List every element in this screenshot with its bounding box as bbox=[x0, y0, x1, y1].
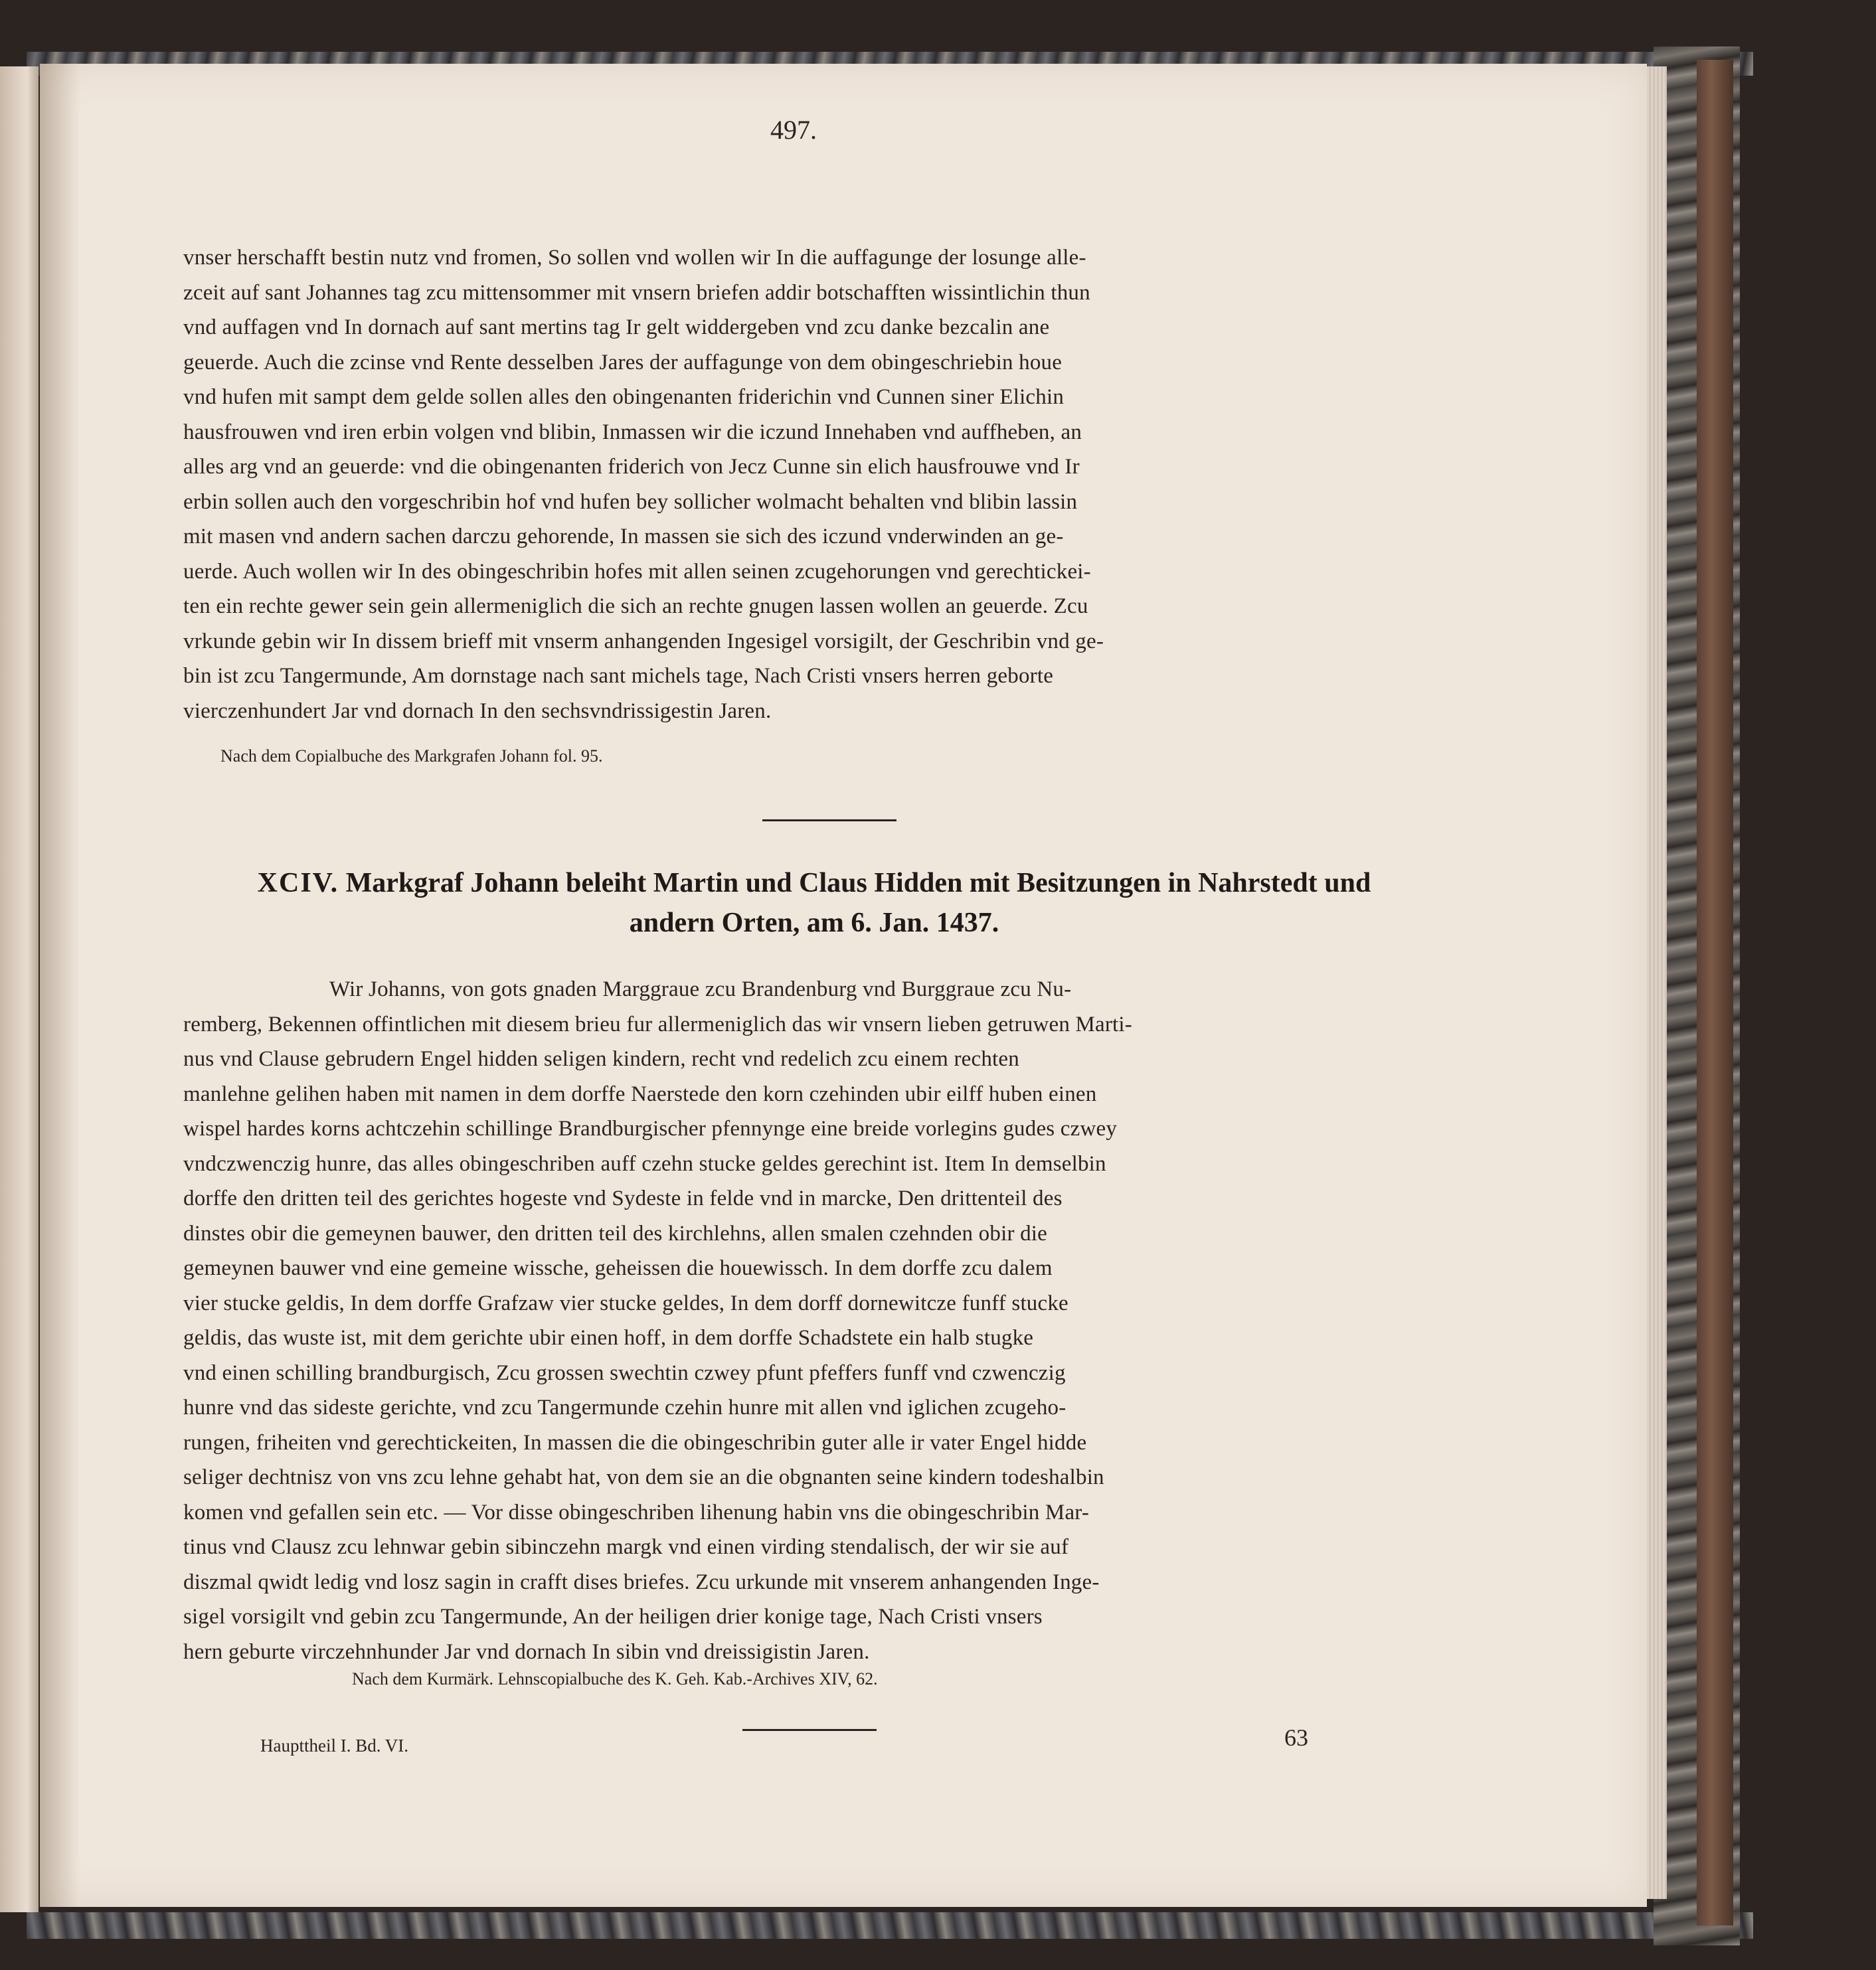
text-line: hausfrouwen vnd iren erbin volgen vnd blibin, Inmassen wir die iczund Innehaben vnd auffheben, an bbox=[183, 420, 1082, 444]
paragraph-continued bbox=[183, 240, 1445, 728]
text-line: vrkunde gebin wir In dissem brieff mit vnserm anhangenden Ingesigel vorsigilt, der Geschribin vnd ge- bbox=[183, 629, 1104, 653]
page-number: 497. bbox=[770, 115, 817, 145]
book-cover-edge bbox=[1697, 60, 1733, 1926]
text-line: uerde. Auch wollen wir In des obingeschribin hofes mit allen seinen zcugehorungen vnd gerechtickei- bbox=[183, 559, 1091, 584]
document-number: XCIV. bbox=[257, 868, 339, 898]
text-line: geuerde. Auch die zcinse vnd Rente desselben Jares der auffagunge von dem obingeschriebin houe bbox=[183, 350, 1063, 374]
section-divider bbox=[762, 819, 896, 821]
footer-divider bbox=[742, 1729, 877, 1731]
facing-page-edge bbox=[0, 66, 39, 1912]
text-line: erbin sollen auch den vorgeschribin hof vnd hufen bey sollicher wolmacht behalten vnd blibin lassin bbox=[183, 489, 1078, 514]
text-line: mit masen vnd andern sachen darczu gehorende, In massen sie sich des iczund vnderwinden an ge- bbox=[183, 525, 1064, 548]
text-line: komen vnd gefallen sein etc. — Vor disse obingeschriben lihenung habin vns die obingeschribin Mar- bbox=[183, 1500, 1090, 1524]
text-line: rungen, friheiten vnd gerechtickeiten, In massen die die obingeschribin guter alle ir vater Engel hidde bbox=[183, 1430, 1087, 1455]
text-line: hern geburte virczehnhunder Jar vnd dornach In sibin vnd dreissigistin Jaren. bbox=[183, 1639, 870, 1664]
volume-signature: Haupttheil I. Bd. VI. bbox=[260, 1736, 408, 1756]
text-line: wispel hardes korns achtczehin schillinge Brandburgischer pfennynge eine breide vorlegins gudes czwey bbox=[183, 1117, 1118, 1141]
text-line: remberg, Bekennen offintlichen mit diesem brieu fur allermeniglich das wir vnsern lieben getruwen Marti- bbox=[183, 1012, 1132, 1036]
text-line: diszmal qwidt ledig vnd losz sagin in crafft dises briefes. Zcu urkunde mit vnserem anhangenden Inge- bbox=[183, 1570, 1100, 1594]
text-line: vier stucke geldis, In dem dorffe Grafzaw vier stucke geldes, In dem dorff dornewitcze funff stucke bbox=[183, 1291, 1068, 1315]
spine-shadow bbox=[40, 64, 80, 1907]
heading-title: Markgraf Johann beleiht Martin und Claus Hidden mit Besitzungen in Nahrstedt und bbox=[345, 868, 1371, 898]
text-line: vnd einen schilling brandburgisch, Zcu grossen swechtin czwey pfunt pfeffers funff vnd czwenczig bbox=[183, 1360, 1066, 1385]
text-line: gemeynen bauwer vnd eine gemeine wissche, geheissen die houewissch. In dem dorffe zcu dalem bbox=[183, 1256, 1053, 1280]
sheet-signature: 63 bbox=[1284, 1724, 1308, 1751]
document-heading bbox=[183, 863, 1445, 943]
text-line: dorffe den dritten teil des gerichtes hogeste vnd Sydeste in felde vnd in marcke, Den drittenteil des bbox=[183, 1187, 1063, 1210]
text-line: dinstes obir die gemeynen bauwer, den dritten teil des kirchlehns, allen smalen czehnden obir die bbox=[183, 1221, 1048, 1246]
text-line: sigel vorsigilt vnd gebin zcu Tangermunde, An der heiligen drier konige tage, Nach Cristi vnsers bbox=[183, 1605, 1043, 1629]
text-line: tinus vnd Clausz zcu lehnwar gebin sibinczehn margk vnd einen virding stendalisch, der wir sie auf bbox=[183, 1535, 1069, 1559]
text-line: manlehne gelihen haben mit namen in dem dorffe Naerstede den korn czehinden ubir eilff huben einen bbox=[183, 1082, 1097, 1106]
text-line: vnd auffagen vnd In dornach auf sant mertins tag Ir gelt widdergeben vnd zcu danke bezcalin ane bbox=[183, 315, 1050, 339]
text-line: bin ist zcu Tangermunde, Am dornstage nach sant michels tage, Nach Cristi vnsers herren geborte bbox=[183, 664, 1054, 688]
text-line: vnd hufen mit sampt dem gelde sollen alles den obingenanten friderichin vnd Cunnen siner Elichin bbox=[183, 385, 1065, 409]
source-note: Nach dem Copialbuche des Markgrafen Johann fol. 95. bbox=[220, 746, 603, 766]
text-line: zceit auf sant Johannes tag zcu mittensommer mit vnsern briefen addir botschafften wissintlichin thun bbox=[183, 280, 1090, 305]
text-line: vnser herschafft bestin nutz vnd fromen, So sollen vnd wollen wir In die auffagunge der losunge alle- bbox=[183, 246, 1086, 270]
text-line: hunre vnd das sideste gerichte, vnd zcu Tangermunde czehin hunre mit allen vnd iglichen zcugeho- bbox=[183, 1396, 1066, 1420]
source-note: Nach dem Kurmärk. Lehnscopialbuche des K. Geh. Kab.-Archives XIV, 62. bbox=[352, 1669, 878, 1688]
text-line: ten ein rechte gewer sein gein allermeniglich die sich an rechte gnugen lassen wollen an geuerde. Zcu bbox=[183, 594, 1088, 618]
text-line: alles arg vnd an geuerde: vnd die obingenanten friderich von Jecz Cunne sin elich hausfrouwe vnd Ir bbox=[183, 455, 1080, 479]
text-line: seliger dechtnisz von vns zcu lehne gehabt hat, von dem sie an die obgnanten seine kindern todeshalbin bbox=[183, 1465, 1104, 1489]
text-line: nus vnd Clause gebrudern Engel hidden seligen kindern, recht vnd redelich zcu einem rechten bbox=[183, 1047, 1019, 1071]
text-line: vierczenhundert Jar vnd dornach In den sechsvndrissigestin Jaren. bbox=[183, 698, 772, 723]
heading-line-2: andern Orten, am 6. Jan. 1437. bbox=[629, 908, 999, 938]
document-text bbox=[183, 972, 1445, 1669]
text-line: Wir Johanns, von gots gnaden Marggraue zcu Brandenburg vnd Burggraue zcu Nu- bbox=[329, 977, 1072, 1001]
text-line: vndczwenczig hunre, das alles obingeschriben auff czehn stucke geldes gerechint ist. Item In demselbin bbox=[183, 1151, 1106, 1176]
book-cover-bottom bbox=[27, 1912, 1753, 1939]
heading-line-1 bbox=[183, 863, 1445, 903]
text-line: geldis, das wuste ist, mit dem gerichte ubir einen hoff, in dem dorffe Schadstete ein halb stugke bbox=[183, 1326, 1034, 1350]
